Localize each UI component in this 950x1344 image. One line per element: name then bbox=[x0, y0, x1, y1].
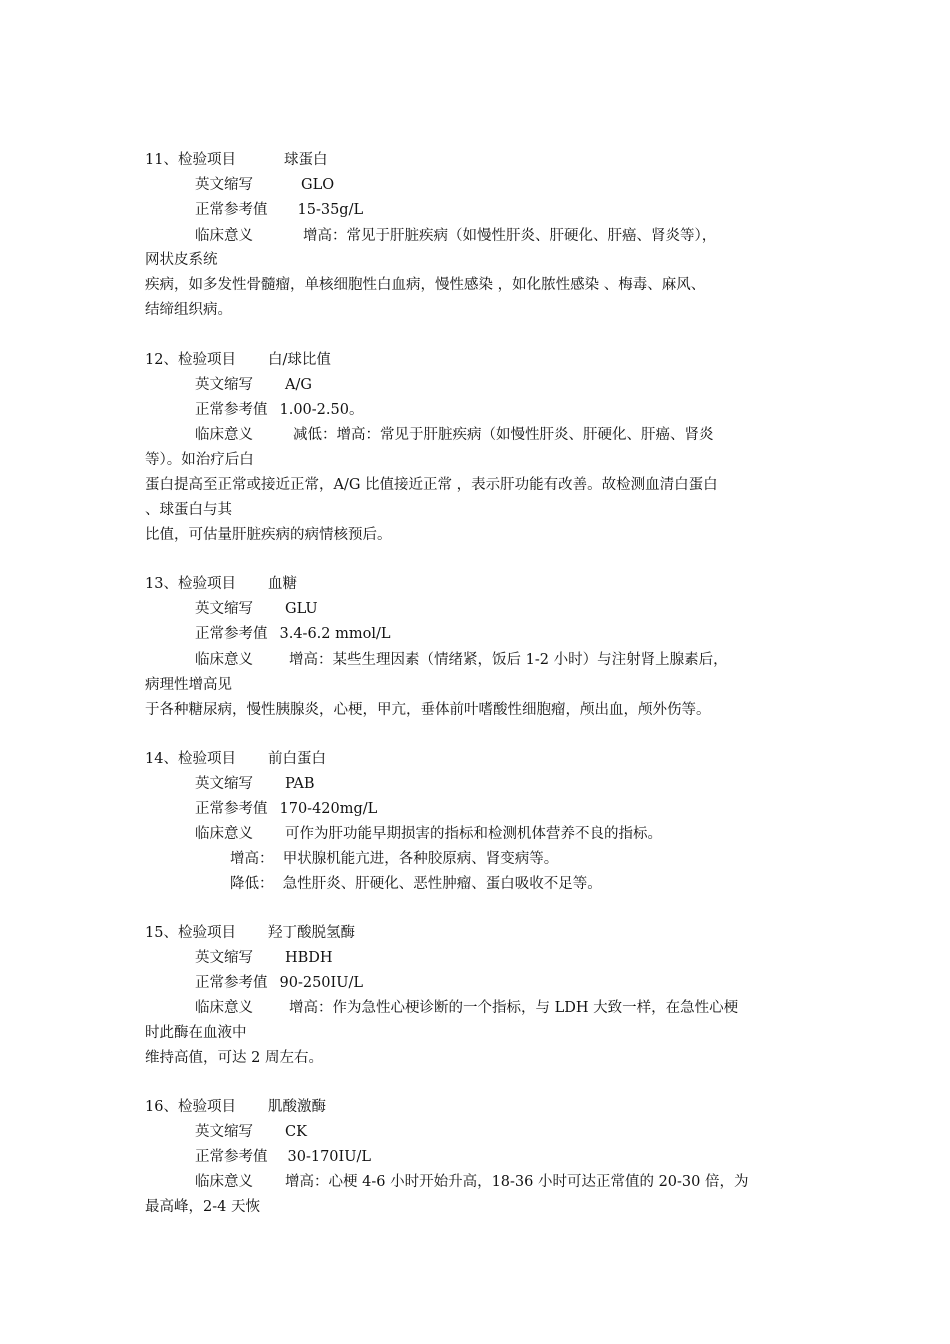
item-number: 15、检验项目 bbox=[145, 925, 236, 941]
item-13-ref bbox=[195, 624, 391, 644]
sig-label: 临床意义 bbox=[195, 1174, 253, 1190]
item-12-abbr bbox=[195, 375, 312, 395]
item-12-sig bbox=[195, 425, 714, 445]
sig-label: 临床意义 bbox=[195, 1000, 253, 1016]
ref-label: 正常参考值 bbox=[195, 801, 268, 817]
ref-label: 正常参考值 bbox=[195, 626, 268, 642]
item-11-abbr bbox=[195, 175, 334, 195]
ref-value: 30-170IU/L bbox=[287, 1149, 371, 1165]
abbr-label: 英文缩写 bbox=[195, 601, 253, 617]
item-number: 12、检验项目 bbox=[145, 352, 236, 368]
item-13-heading bbox=[145, 574, 297, 594]
sig-label: 临床意义 bbox=[195, 228, 253, 244]
item-11-sig bbox=[195, 226, 716, 246]
ref-label: 正常参考值 bbox=[195, 1149, 268, 1165]
item-14-sig-line: 降低： 急性肝炎、肝硬化、恶性肿瘤、蛋白吸收不足等。 bbox=[230, 876, 602, 892]
sig-text: 增高：某些生理因素（情绪紧，饭后 1-2 小时）与注射肾上腺素后， bbox=[289, 652, 728, 668]
item-13-sig-line: 于各种糖尿病，慢性胰腺炎，心梗，甲亢，垂体前叶嗜酸性细胞瘤，颅出血，颅外伤等。 bbox=[145, 702, 711, 718]
sig-label: 临床意义 bbox=[195, 826, 253, 842]
item-name: 球蛋白 bbox=[283, 152, 328, 168]
item-15-abbr bbox=[195, 948, 333, 968]
item-name: 羟丁酸脱氢酶 bbox=[267, 925, 355, 941]
item-number: 16、检验项目 bbox=[145, 1099, 236, 1115]
abbr-value: HBDH bbox=[285, 950, 333, 966]
item-16-ref bbox=[195, 1147, 371, 1167]
item-12-sig-line: 蛋白提高至正常或接近正常，A/G 比值接近正常 ，表示肝功能有改善。故检测血清白蛋白 bbox=[145, 477, 718, 493]
item-15-ref bbox=[195, 973, 363, 993]
item-15-sig-line: 维持高值，可达 2 周左右。 bbox=[145, 1050, 323, 1066]
abbr-label: 英文缩写 bbox=[195, 377, 253, 393]
sig-text: 减低：增高：常见于肝脏疾病（如慢性肝炎、肝硬化、肝癌、肾炎 bbox=[293, 427, 714, 443]
item-16-abbr bbox=[195, 1122, 307, 1142]
item-name: 肌酸激酶 bbox=[267, 1099, 326, 1115]
item-15-sig bbox=[195, 998, 738, 1018]
item-16-sig-line: 最高峰，2-4 天恢 bbox=[145, 1199, 260, 1215]
item-11-sig-line: 网状皮系统 bbox=[145, 252, 218, 268]
item-12-sig-line: 比值，可估量肝脏疾病的病情核预后。 bbox=[145, 527, 392, 543]
abbr-label: 英文缩写 bbox=[195, 950, 253, 966]
abbr-value: GLU bbox=[285, 601, 318, 617]
item-12-ref bbox=[195, 400, 363, 420]
item-14-ref bbox=[195, 799, 377, 819]
item-14-sig-line: 增高： 甲状腺机能亢进，各种胶原病、肾变病等。 bbox=[230, 851, 559, 867]
ref-value: 3.4-6.2 mmol/L bbox=[279, 626, 391, 642]
abbr-value: GLO bbox=[301, 177, 335, 193]
item-15-heading bbox=[145, 923, 355, 943]
item-11-ref bbox=[195, 200, 363, 220]
sig-text: 增高：作为急性心梗诊断的一个指标，与 LDH 大致一样，在急性心梗 bbox=[289, 1000, 739, 1016]
item-13-sig-line: 病理性增高见 bbox=[145, 677, 232, 693]
sig-text: 可作为肝功能早期损害的指标和检测机体营养不良的指标。 bbox=[285, 826, 662, 842]
item-number: 11、检验项目 bbox=[145, 152, 236, 168]
item-16-sig bbox=[195, 1172, 749, 1192]
item-12-heading bbox=[145, 350, 331, 370]
abbr-label: 英文缩写 bbox=[195, 177, 253, 193]
item-number: 13、检验项目 bbox=[145, 576, 236, 592]
abbr-label: 英文缩写 bbox=[195, 776, 253, 792]
ref-value: 170-420mg/L bbox=[279, 801, 378, 817]
item-11-heading bbox=[145, 150, 327, 170]
item-name: 白/球比值 bbox=[267, 352, 331, 368]
abbr-value: A/G bbox=[285, 377, 312, 393]
abbr-label: 英文缩写 bbox=[195, 1124, 253, 1140]
item-12-sig-line: 等）。如治疗后白 bbox=[145, 452, 254, 468]
sig-label: 临床意义 bbox=[195, 652, 253, 668]
ref-label: 正常参考值 bbox=[195, 975, 268, 991]
item-13-abbr bbox=[195, 599, 318, 619]
item-name: 血糖 bbox=[267, 576, 297, 592]
ref-value: 15-35g/L bbox=[297, 202, 364, 218]
item-14-abbr bbox=[195, 774, 315, 794]
item-number: 14、检验项目 bbox=[145, 751, 236, 767]
ref-value: 1.00-2.50。 bbox=[279, 402, 364, 418]
item-16-heading bbox=[145, 1097, 326, 1117]
item-12-sig-line: 、球蛋白与其 bbox=[145, 502, 232, 518]
sig-text: 增高：心梗 4-6 小时开始升高，18-36 小时可达正常值的 20-30 倍，为 bbox=[285, 1174, 749, 1190]
item-11-sig-line: 疾病，如多发性骨髓瘤，单核细胞性白血病，慢性感染 ，如化脓性感染 、梅毒、麻风、 bbox=[145, 277, 706, 293]
item-name: 前白蛋白 bbox=[267, 751, 326, 767]
item-13-sig bbox=[195, 650, 728, 670]
item-14-sig bbox=[195, 824, 662, 844]
ref-label: 正常参考值 bbox=[195, 402, 268, 418]
item-14-heading bbox=[145, 749, 326, 769]
item-11-sig-line: 结缔组织病。 bbox=[145, 302, 232, 318]
abbr-value: PAB bbox=[285, 776, 315, 792]
abbr-value: CK bbox=[285, 1124, 307, 1140]
sig-label: 临床意义 bbox=[195, 427, 253, 443]
ref-label: 正常参考值 bbox=[195, 202, 268, 218]
ref-value: 90-250IU/L bbox=[279, 975, 363, 991]
item-15-sig-line: 时此酶在血液中 bbox=[145, 1025, 247, 1041]
sig-text: 增高：常见于肝脏疾病（如慢性肝炎、肝硬化、肝癌、肾炎等）， bbox=[303, 228, 717, 244]
